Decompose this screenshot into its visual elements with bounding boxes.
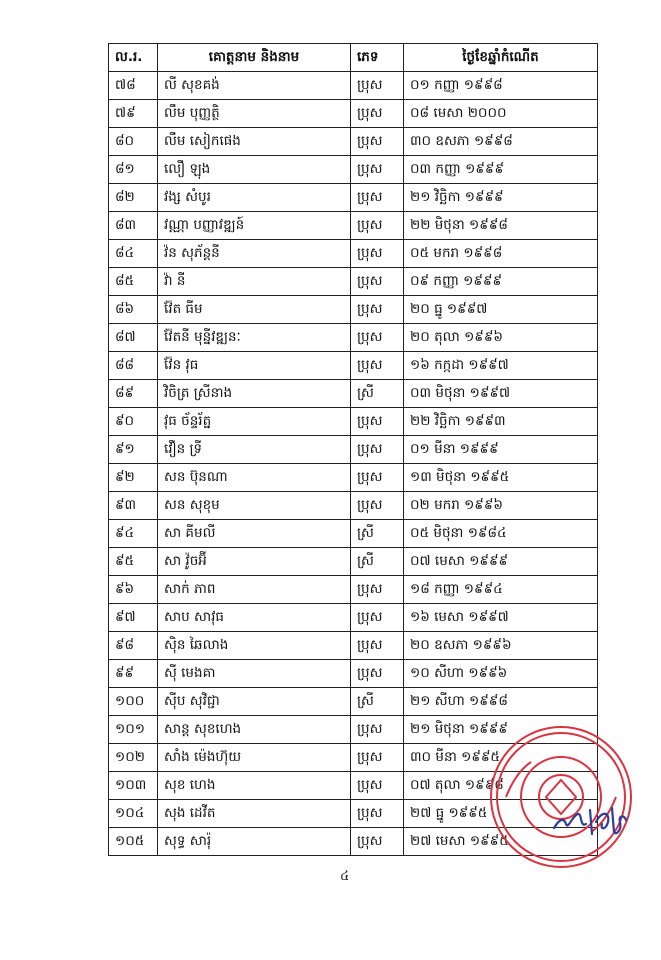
row-name: លឹម បុញ្ញត្ថិ — [158, 100, 351, 128]
row-number: ៨៨ — [109, 352, 158, 380]
row-date-of-birth: ២៧ មេសា ១៩៩៥ — [404, 828, 598, 856]
row-name: ស៊ី មេងគា — [158, 660, 351, 688]
row-name: វង្ស សំបូរ — [158, 184, 351, 212]
row-name: វឿន ទ្រី — [158, 436, 351, 464]
row-number: ៨០ — [109, 128, 158, 156]
row-date-of-birth: ២០ ឧសភា ១៩៩៦ — [404, 632, 598, 660]
row-number: ៨២ — [109, 184, 158, 212]
row-name: វ៉ែតនី មុន្នីវឌ្ឍនៈ — [158, 324, 351, 352]
row-sex: ប្រុស — [351, 800, 404, 828]
row-name: វ៉ែន វុធ — [158, 352, 351, 380]
row-sex: ប្រុស — [351, 184, 404, 212]
row-date-of-birth: ២១ មិថុនា ១៩៩៩ — [404, 716, 598, 744]
row-number: ៩៦ — [109, 576, 158, 604]
signature-icon — [550, 800, 630, 840]
row-sex: ប្រុស — [351, 436, 404, 464]
row-sex: ប្រុស — [351, 212, 404, 240]
table-row — [109, 548, 598, 576]
row-name: វ៉ន សុភ័ន្តនី — [158, 240, 351, 268]
row-sex: ប្រុស — [351, 632, 404, 660]
row-name: សាក់ ភាព — [158, 576, 351, 604]
row-sex: ប្រុស — [351, 156, 404, 184]
row-sex: ប្រុស — [351, 576, 404, 604]
official-seal-icon — [486, 722, 636, 872]
table-row — [109, 212, 598, 240]
row-name: សុង ដេវីត — [158, 800, 351, 828]
row-date-of-birth: ២១ វិច្ឆិកា ១៩៩៩ — [404, 184, 598, 212]
table-row — [109, 576, 598, 604]
row-name: លឹម សៀកផេង — [158, 128, 351, 156]
row-date-of-birth: ៣០ មីនា ១៩៩៥ — [404, 744, 598, 772]
header-date-of-birth: ថ្ងៃខែឆ្នាំកំណើត — [404, 44, 598, 72]
row-number: ៨៣ — [109, 212, 158, 240]
table-row — [109, 352, 598, 380]
row-date-of-birth: ០៩ កញ្ញា ១៩៩៩ — [404, 268, 598, 296]
row-date-of-birth: ០១ មីនា ១៩៩៩ — [404, 436, 598, 464]
row-date-of-birth: ១៨ កញ្ញា ១៩៩៤ — [404, 576, 598, 604]
row-number: ១០៤ — [109, 800, 158, 828]
row-name: វុធ ច័ន្ទរ័ត្ន — [158, 408, 351, 436]
header-name: គោត្តនាម និងនាម — [158, 44, 351, 72]
row-name: វណ្ណា បញ្ញាវឌ្ឍន៍ — [158, 212, 351, 240]
row-date-of-birth: ០៣ មិថុនា ១៩៩៧ — [404, 380, 598, 408]
row-name: សន សុខុម — [158, 492, 351, 520]
table-row — [109, 72, 598, 100]
row-sex: ស្រី — [351, 548, 404, 576]
header-number: ល.រ. — [109, 44, 158, 72]
table-row — [109, 128, 598, 156]
row-number: ១០៣ — [109, 772, 158, 800]
page-number: ៤ — [340, 869, 350, 884]
row-sex: ប្រុស — [351, 828, 404, 856]
row-sex: ប្រុស — [351, 128, 404, 156]
row-sex: ប្រុស — [351, 716, 404, 744]
table-row — [109, 464, 598, 492]
table-row — [109, 380, 598, 408]
row-number: ៨៤ — [109, 240, 158, 268]
row-number: ៩៩ — [109, 660, 158, 688]
table-row — [109, 688, 598, 716]
row-date-of-birth: ១៦ កក្កដា ១៩៩៧ — [404, 352, 598, 380]
row-sex: ប្រុស — [351, 268, 404, 296]
row-name: វិចិត្រ ស្រីនាង — [158, 380, 351, 408]
row-date-of-birth: ៣០ ឧសភា ១៩៩៨ — [404, 128, 598, 156]
table-row — [109, 408, 598, 436]
table-header-row — [109, 44, 598, 72]
row-sex: ប្រុស — [351, 408, 404, 436]
row-number: ៨៥ — [109, 268, 158, 296]
row-name: សាំង ម៉េងហ៊ុយ — [158, 744, 351, 772]
row-sex: ប្រុស — [351, 352, 404, 380]
row-number: ៩៨ — [109, 632, 158, 660]
row-sex: ប្រុស — [351, 464, 404, 492]
row-sex: ប្រុស — [351, 604, 404, 632]
table-row — [109, 324, 598, 352]
row-name: លី សុខគង់ — [158, 72, 351, 100]
row-name: សាន្ត សុខហេង — [158, 716, 351, 744]
row-number: ៩០ — [109, 408, 158, 436]
row-sex: ប្រុស — [351, 772, 404, 800]
row-date-of-birth: ១៦ មេសា ១៩៩៧ — [404, 604, 598, 632]
row-number: ៩១ — [109, 436, 158, 464]
table-row — [109, 268, 598, 296]
row-sex: ស្រី — [351, 520, 404, 548]
row-name: សុទ្ធ សារ៉ុ — [158, 828, 351, 856]
row-sex: ប្រុស — [351, 100, 404, 128]
row-date-of-birth: ០២ មករា ១៩៩៦ — [404, 492, 598, 520]
row-sex: ប្រុស — [351, 324, 404, 352]
row-name: វ៉ែត ធីម — [158, 296, 351, 324]
table-row — [109, 184, 598, 212]
row-sex: ស្រី — [351, 380, 404, 408]
row-date-of-birth: ០៨ មេសា ២០០០ — [404, 100, 598, 128]
table-row — [109, 604, 598, 632]
row-date-of-birth: ០៧ តុលា ១៩៩៨ — [404, 772, 598, 800]
row-number: ៩២ — [109, 464, 158, 492]
row-date-of-birth: ០៣ កញ្ញា ១៩៩៩ — [404, 156, 598, 184]
row-number: ៨៩ — [109, 380, 158, 408]
row-number: ៩៤ — [109, 520, 158, 548]
table-row — [109, 632, 598, 660]
row-date-of-birth: ២២ វិច្ឆិកា ១៩៩៣ — [404, 408, 598, 436]
row-name: សា វ៉ូចអ៊ី — [158, 548, 351, 576]
row-number: ៩៥ — [109, 548, 158, 576]
table-row — [109, 436, 598, 464]
table-row — [109, 492, 598, 520]
header-sex: ភេទ — [351, 44, 404, 72]
table-row — [109, 100, 598, 128]
row-date-of-birth: ២០ ធ្នូ ១៩៩៧ — [404, 296, 598, 324]
row-name: សន ប៊ុនណា — [158, 464, 351, 492]
row-date-of-birth: ២៧ ធ្នូ ១៩៩៥ — [404, 800, 598, 828]
table-row — [109, 240, 598, 268]
row-name: សា គីមលី — [158, 520, 351, 548]
row-sex: ប្រុស — [351, 240, 404, 268]
row-sex: ប្រុស — [351, 660, 404, 688]
row-date-of-birth: ០១ កញ្ញា ១៩៩៨ — [404, 72, 598, 100]
row-number: ៩៧ — [109, 604, 158, 632]
table-row — [109, 520, 598, 548]
row-number: ៧៨ — [109, 72, 158, 100]
row-number: ៩៣ — [109, 492, 158, 520]
row-number: ១០៥ — [109, 828, 158, 856]
row-name: ស៊ិន ឆៃលាង — [158, 632, 351, 660]
row-name: លឿ ឡុង — [158, 156, 351, 184]
table-row — [109, 156, 598, 184]
row-date-of-birth: ២២ មិថុនា ១៩៩៨ — [404, 212, 598, 240]
row-sex: ប្រុស — [351, 492, 404, 520]
table-row — [109, 296, 598, 324]
row-sex: ប្រុស — [351, 72, 404, 100]
row-name: សាប សាវុធ — [158, 604, 351, 632]
row-name: សុខ ហេង — [158, 772, 351, 800]
row-number: ៧៩ — [109, 100, 158, 128]
row-number: ១០១ — [109, 716, 158, 744]
row-number: ៨៧ — [109, 324, 158, 352]
row-sex: ប្រុស — [351, 744, 404, 772]
row-name: ស៊ីប សុវិជ្ជា — [158, 688, 351, 716]
row-date-of-birth: ២១ សីហា ១៩៩៨ — [404, 688, 598, 716]
row-name: វ៉ា នី — [158, 268, 351, 296]
row-number: ៨៦ — [109, 296, 158, 324]
row-sex: ប្រុស — [351, 296, 404, 324]
row-number: ៨១ — [109, 156, 158, 184]
row-date-of-birth: ២០ តុលា ១៩៩៦ — [404, 324, 598, 352]
row-date-of-birth: ០៧ មេសា ១៩៩៩ — [404, 548, 598, 576]
table-row — [109, 660, 598, 688]
row-date-of-birth: ០៥ មិថុនា ១៩៨៤ — [404, 520, 598, 548]
row-number: ១០២ — [109, 744, 158, 772]
row-date-of-birth: ១០ សីហា ១៩៩៦ — [404, 660, 598, 688]
row-sex: ស្រី — [351, 688, 404, 716]
row-number: ១០០ — [109, 688, 158, 716]
row-date-of-birth: ០៥ មករា ១៩៩៨ — [404, 240, 598, 268]
row-date-of-birth: ១៣ មិថុនា ១៩៩៥ — [404, 464, 598, 492]
